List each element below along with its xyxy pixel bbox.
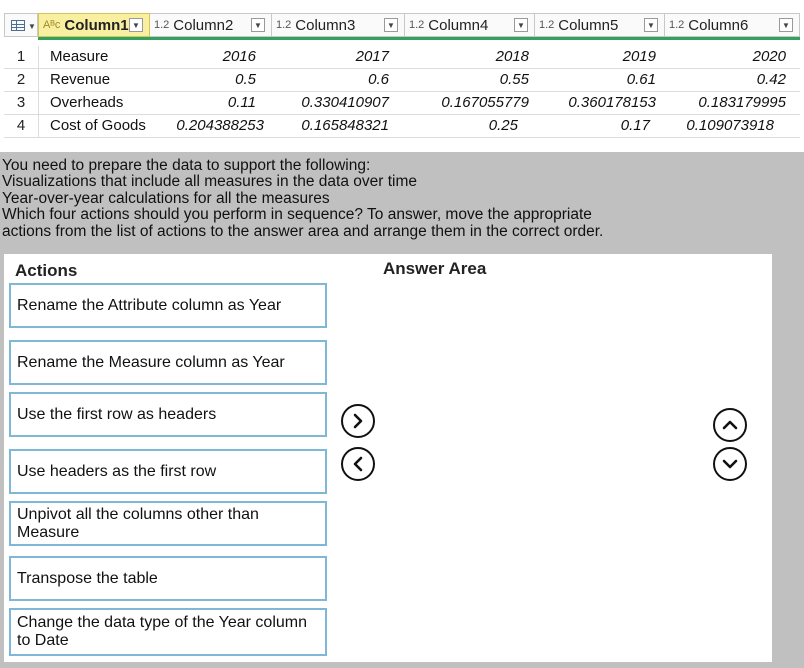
column-header-label: Column1 (64, 16, 129, 34)
table-cell: 0.204388253 (176, 117, 264, 134)
question-line: Year-over-year calculations for all the measures (2, 189, 330, 207)
table-cell: 2017 (355, 48, 389, 65)
table-cell: 0.167055779 (441, 94, 529, 111)
chevron-up-icon (715, 410, 745, 440)
table-row (4, 115, 800, 138)
table-grid-icon (11, 20, 25, 31)
table-cell: Measure (50, 48, 109, 65)
question-line: You need to prepare the data to support the following: (2, 157, 371, 174)
answer-area-heading: Answer Area (383, 259, 487, 278)
column-header-6[interactable] (665, 13, 800, 37)
question-area (0, 152, 804, 668)
action-item-unpivot[interactable]: Unpivot all the columns other than Measure (9, 501, 327, 546)
decimal-type-icon: 1.2 (539, 19, 555, 31)
question-line: actions from the list of actions to the answer area and arrange them in the correct order. (2, 222, 604, 240)
row-number: 4 (4, 115, 39, 137)
table-cell: Revenue (50, 71, 111, 88)
chevron-right-icon (343, 406, 373, 436)
column-header-4[interactable] (405, 13, 535, 37)
action-item-headers-first-row[interactable]: Use headers as the first row (9, 449, 327, 494)
column-header-label: Column5 (558, 16, 619, 34)
table-cell: 0.61 (626, 71, 656, 88)
table-cell: 0.6 (368, 71, 389, 88)
table-cell: 0.165848321 (301, 117, 389, 134)
column-filter-dropdown-icon[interactable]: ▼ (251, 18, 265, 32)
table-row (4, 69, 800, 92)
move-up-button[interactable] (713, 408, 747, 442)
column-header-3[interactable] (272, 13, 405, 37)
table-cell: 2019 (622, 48, 656, 65)
row-number: 2 (4, 69, 39, 91)
move-down-button[interactable] (713, 447, 747, 481)
table-cell: 0.55 (499, 71, 529, 88)
table-cell: 0.360178153 (568, 94, 656, 111)
column-quality-bar (38, 37, 800, 40)
column-filter-dropdown-icon[interactable]: ▼ (514, 18, 528, 32)
action-item-change-type[interactable]: Change the data type of the Year column to Date (9, 608, 327, 656)
drag-drop-panel (4, 254, 772, 662)
text-type-icon: Aᴮᴄ (43, 19, 61, 31)
question-line: Which four actions should you perform in sequence? To answer, move the appropriate (2, 206, 592, 224)
column-header-label: Column3 (295, 16, 356, 34)
actions-heading: Actions (15, 261, 78, 280)
column-filter-dropdown-icon[interactable]: ▼ (384, 18, 398, 32)
move-left-button[interactable] (341, 447, 375, 481)
table-header-row (0, 13, 804, 37)
row-number: 3 (4, 92, 39, 114)
action-item-rename-measure[interactable]: Rename the Measure column as Year (9, 340, 327, 385)
column-header-label: Column4 (428, 16, 489, 34)
row-number: 1 (4, 46, 39, 68)
table-cell: 0.330410907 (301, 94, 389, 111)
action-item-rename-attribute[interactable]: Rename the Attribute column as Year (9, 283, 327, 328)
table-row (4, 92, 800, 115)
table-cell: 0.183179995 (698, 94, 786, 111)
table-cell: Overheads (50, 94, 124, 111)
column-header-1[interactable] (38, 13, 150, 37)
table-cell: 2018 (495, 48, 529, 65)
table-cell: 0.11 (227, 94, 256, 111)
question-line: Visualizations that include all measures in the data over time (2, 173, 417, 191)
column-filter-dropdown-icon[interactable]: ▼ (644, 18, 658, 32)
chevron-down-icon (715, 449, 745, 479)
decimal-type-icon: 1.2 (154, 19, 170, 31)
query-preview-table (0, 0, 804, 152)
table-menu-button[interactable] (4, 13, 38, 37)
action-item-transpose[interactable]: Transpose the table (9, 556, 327, 601)
table-cell: 0.25 (488, 117, 518, 134)
decimal-type-icon: 1.2 (669, 19, 685, 31)
column-header-label: Column6 (688, 16, 749, 34)
action-item-first-row-headers[interactable]: Use the first row as headers (9, 392, 327, 437)
table-cell: 2016 (222, 48, 256, 65)
table-cell: 2020 (752, 48, 786, 65)
column-header-label: Column2 (173, 16, 234, 34)
dropdown-arrow-icon: ▼ (28, 22, 36, 31)
question-text (2, 158, 802, 240)
table-cell: 0.5 (235, 71, 256, 88)
chevron-left-icon (343, 449, 373, 479)
column-filter-dropdown-icon[interactable]: ▼ (129, 18, 143, 32)
table-cell: Cost of Goods (50, 117, 146, 134)
table-cell: 0.109073918 (686, 117, 774, 134)
table-cell: 0.42 (756, 71, 786, 88)
column-header-5[interactable] (535, 13, 665, 37)
decimal-type-icon: 1.2 (409, 19, 425, 31)
column-filter-dropdown-icon[interactable]: ▼ (779, 18, 793, 32)
table-row (4, 46, 800, 69)
move-right-button[interactable] (341, 404, 375, 438)
table-cell: 0.17 (620, 117, 650, 134)
column-header-2[interactable] (150, 13, 272, 37)
decimal-type-icon: 1.2 (276, 19, 292, 31)
